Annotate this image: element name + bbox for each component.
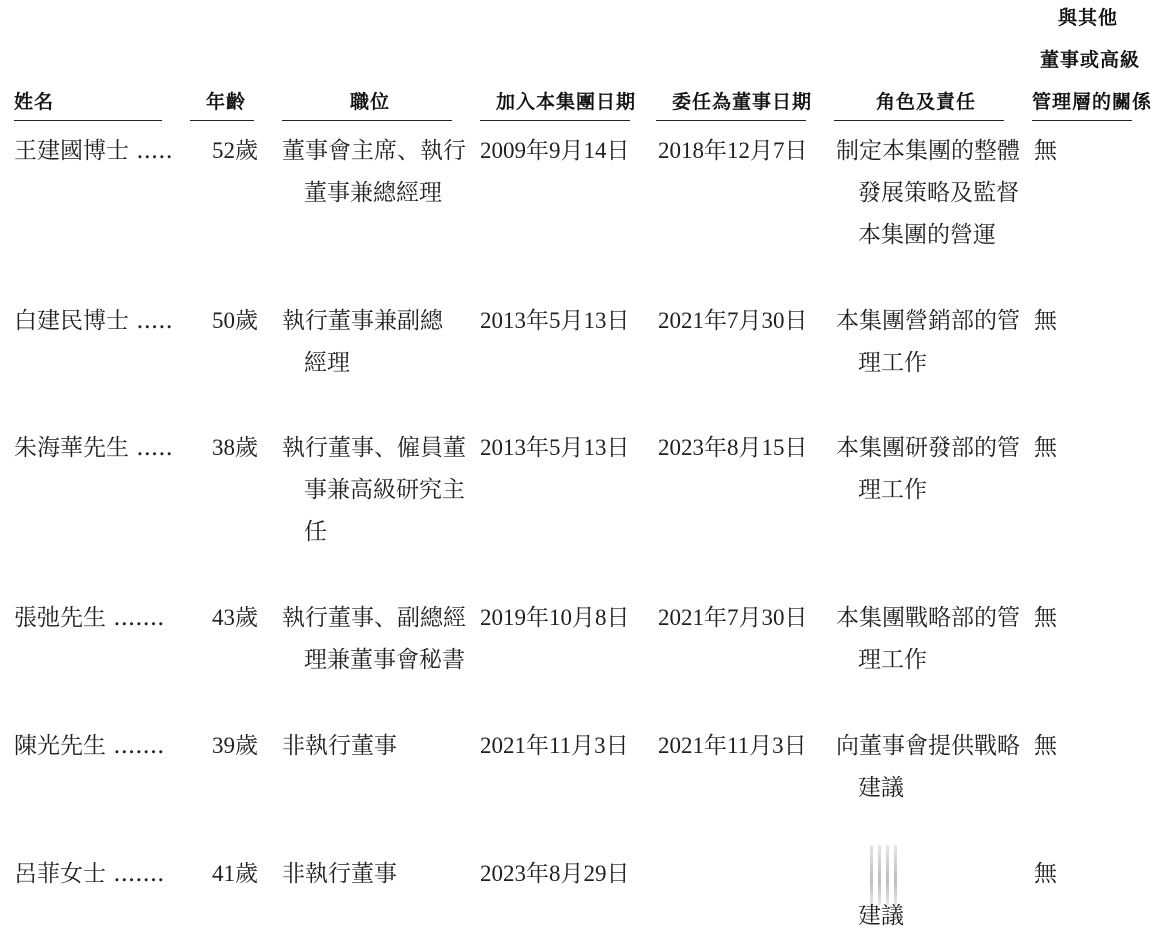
row-2-age: 50歲 bbox=[212, 308, 258, 333]
header-rule-age bbox=[190, 120, 254, 121]
row-2-position bbox=[282, 300, 443, 384]
row-4-relation: 無 bbox=[1034, 605, 1057, 631]
header-rule-position bbox=[282, 120, 452, 121]
header-rule-join-date bbox=[480, 120, 630, 121]
header-name: 姓名 bbox=[14, 91, 55, 113]
header-rule-role bbox=[834, 120, 1004, 121]
row-3-role-line-1: 本集團研發部的管 bbox=[836, 435, 1020, 461]
row-1-relation: 無 bbox=[1034, 138, 1057, 164]
row-1-role-line-1: 制定本集團的整體 bbox=[836, 138, 1020, 164]
row-4-role bbox=[836, 597, 1020, 681]
row-3-name: 朱海華先生 ..... bbox=[14, 435, 173, 461]
row-3-relation: 無 bbox=[1034, 435, 1057, 461]
row-6-position-line-1: 非執行董事 bbox=[282, 861, 397, 887]
row-1-position-line-2: 董事兼總經理 bbox=[304, 180, 442, 206]
row-2-relation: 無 bbox=[1034, 308, 1057, 334]
row-6-position bbox=[282, 853, 397, 895]
row-2-name: 白建民博士 ..... bbox=[14, 308, 173, 334]
row-5-position-line-1: 非執行董事 bbox=[282, 733, 397, 759]
row-2-join-date: 2013年5月13日 bbox=[480, 308, 630, 333]
row-6-age: 41歲 bbox=[212, 861, 258, 886]
header-join-date: 加入本集團日期 bbox=[496, 91, 637, 113]
row-1-position-line-1: 董事會主席、執行 bbox=[282, 138, 466, 164]
row-5-role-line-2: 建議 bbox=[858, 775, 904, 801]
row-1-position bbox=[282, 130, 466, 214]
row-4-role-line-2: 理工作 bbox=[858, 647, 927, 673]
row-2-position-line-2: 經理 bbox=[304, 350, 350, 376]
row-5-role-line-1: 向董事會提供戰略 bbox=[836, 733, 1020, 759]
row-6-role-line-2: 建議 bbox=[858, 903, 904, 929]
row-4-position-line-2: 理兼董事會秘書 bbox=[304, 647, 465, 673]
header-role: 角色及責任 bbox=[876, 91, 977, 113]
header-age: 年齡 bbox=[206, 91, 247, 113]
row-2-role-line-1: 本集團營銷部的管 bbox=[836, 308, 1020, 334]
row-4-join-date: 2019年10月8日 bbox=[480, 605, 630, 630]
header-relation-line-1: 與其他 bbox=[1058, 7, 1119, 29]
row-3-position-line-3: 任 bbox=[304, 519, 327, 545]
row-6-relation: 無 bbox=[1034, 861, 1057, 887]
row-1-name: 王建國博士 ..... bbox=[14, 138, 173, 164]
row-4-position bbox=[282, 597, 466, 681]
row-1-appoint-date: 2018年12月7日 bbox=[658, 138, 808, 163]
row-4-appoint-date: 2021年7月30日 bbox=[658, 605, 808, 630]
row-5-relation: 無 bbox=[1034, 733, 1057, 759]
header-rule-name bbox=[14, 120, 162, 121]
row-1-join-date: 2009年9月14日 bbox=[480, 138, 630, 163]
row-5-role bbox=[836, 725, 1020, 809]
row-5-position bbox=[282, 725, 397, 767]
row-2-appoint-date: 2021年7月30日 bbox=[658, 308, 808, 333]
row-5-appoint-date: 2021年11月3日 bbox=[658, 733, 807, 758]
header-rule-relation bbox=[1032, 120, 1132, 121]
row-3-appoint-date: 2023年8月15日 bbox=[658, 435, 808, 460]
row-4-role-line-1: 本集團戰略部的管 bbox=[836, 605, 1020, 631]
header-rule-appoint-date bbox=[656, 120, 806, 121]
row-2-role bbox=[836, 300, 1020, 384]
row-3-position-line-1: 執行董事、僱員董 bbox=[282, 435, 466, 461]
row-3-position bbox=[282, 427, 466, 553]
row-6-join-date: 2023年8月29日 bbox=[480, 861, 630, 886]
row-5-age: 39歲 bbox=[212, 733, 258, 758]
header-relation-line-3: 管理層的關係 bbox=[1032, 91, 1153, 113]
row-3-position-line-2: 事兼高級研究主 bbox=[304, 477, 465, 503]
row-4-position-line-1: 執行董事、副總經 bbox=[282, 605, 466, 631]
header-position: 職位 bbox=[350, 91, 391, 113]
row-3-age: 38歲 bbox=[212, 435, 258, 460]
row-2-role-line-2: 理工作 bbox=[858, 350, 927, 376]
row-6-name: 呂菲女士 ....... bbox=[14, 861, 165, 887]
row-3-role-line-2: 理工作 bbox=[858, 477, 927, 503]
row-5-name: 陳光先生 ....... bbox=[14, 733, 165, 759]
row-2-position-line-1: 執行董事兼副總 bbox=[282, 308, 443, 334]
row-4-name: 張弛先生 ....... bbox=[14, 605, 165, 631]
row-5-join-date: 2021年11月3日 bbox=[480, 733, 629, 758]
row-1-age: 52歲 bbox=[212, 138, 258, 163]
header-appoint-date: 委任為董事日期 bbox=[672, 91, 813, 113]
header-relation-line-2: 董事或高級 bbox=[1040, 49, 1141, 71]
row-3-role bbox=[836, 427, 1020, 511]
row-4-age: 43歲 bbox=[212, 605, 258, 630]
row-1-role-line-3: 本集團的營運 bbox=[858, 222, 996, 248]
row-3-join-date: 2013年5月13日 bbox=[480, 435, 630, 460]
row-1-role-line-2: 發展策略及監督 bbox=[858, 180, 1019, 206]
row-1-role bbox=[836, 130, 1020, 256]
